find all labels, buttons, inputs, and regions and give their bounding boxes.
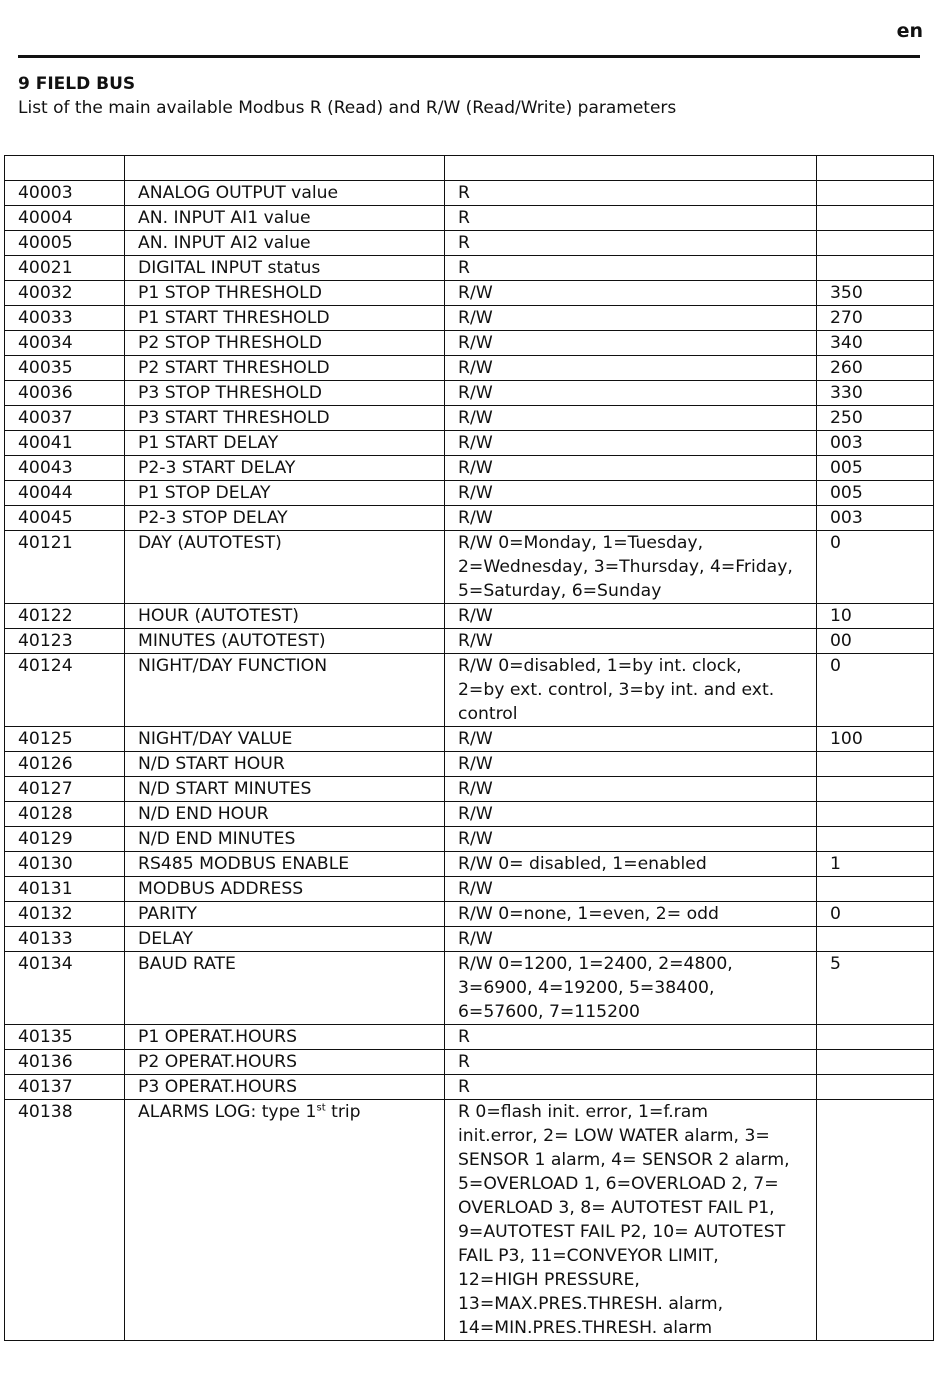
access-description: R/W: [445, 406, 817, 431]
default-value: [817, 927, 934, 952]
register-address: 40135: [5, 1025, 125, 1050]
register-address: 40128: [5, 802, 125, 827]
table-row: [5, 356, 934, 381]
default-value: 00: [817, 629, 934, 654]
register-address: 40043: [5, 456, 125, 481]
register-address: 40126: [5, 752, 125, 777]
access-description: R/W: [445, 456, 817, 481]
access-description: R/W: [445, 481, 817, 506]
table-row: [5, 1100, 934, 1341]
parameter-name-suffix: trip: [325, 1102, 361, 1122]
access-description: R/W: [445, 431, 817, 456]
default-value: 003: [817, 506, 934, 531]
register-address: 40003: [5, 181, 125, 206]
default-value: [817, 827, 934, 852]
parameter-name: BAUD RATE: [125, 952, 445, 1025]
default-value: [817, 1050, 934, 1075]
table-row: [5, 1025, 934, 1050]
register-address: 40034: [5, 331, 125, 356]
header-default: [817, 156, 934, 181]
table-row: [5, 331, 934, 356]
access-description: R: [445, 206, 817, 231]
default-value: 0: [817, 654, 934, 727]
register-address: 40131: [5, 877, 125, 902]
register-address: 40125: [5, 727, 125, 752]
register-address: 40132: [5, 902, 125, 927]
parameter-name: P1 START DELAY: [125, 431, 445, 456]
parameter-name: N/D START HOUR: [125, 752, 445, 777]
access-description: R/W 0=Monday, 1=Tuesday, 2=Wednesday, 3=Thursday, 4=Friday, 5=Saturday, 6=Sunday: [445, 531, 817, 604]
parameter-name-superscript: st: [316, 1102, 326, 1114]
table-row: [5, 952, 934, 1025]
default-value: 005: [817, 456, 934, 481]
default-value: [817, 181, 934, 206]
table-row: [5, 306, 934, 331]
table-row: [5, 481, 934, 506]
table-row: [5, 506, 934, 531]
access-description: R/W: [445, 877, 817, 902]
parameter-name: P3 STOP THRESHOLD: [125, 381, 445, 406]
access-description: R: [445, 256, 817, 281]
register-address: 40134: [5, 952, 125, 1025]
table-row: [5, 802, 934, 827]
register-address: 40044: [5, 481, 125, 506]
parameter-name: P2-3 STOP DELAY: [125, 506, 445, 531]
table-row: [5, 406, 934, 431]
access-description: R/W: [445, 927, 817, 952]
default-value: [817, 1100, 934, 1341]
default-value: [817, 752, 934, 777]
access-description: R/W 0=1200, 1=2400, 2=4800, 3=6900, 4=19200, 5=38400, 6=57600, 7=115200: [445, 952, 817, 1025]
register-address: 40124: [5, 654, 125, 727]
access-description: R/W: [445, 727, 817, 752]
parameter-name: AN. INPUT AI2 value: [125, 231, 445, 256]
access-description: R/W 0=disabled, 1=by int. clock, 2=by ext. control, 3=by int. and ext. control: [445, 654, 817, 727]
default-value: [817, 206, 934, 231]
parameter-name: DAY (AUTOTEST): [125, 531, 445, 604]
parameter-name: DIGITAL INPUT status: [125, 256, 445, 281]
parameter-name: P2 OPERAT.HOURS: [125, 1050, 445, 1075]
register-address: 40005: [5, 231, 125, 256]
register-address: 40045: [5, 506, 125, 531]
access-description: R/W: [445, 604, 817, 629]
default-value: 270: [817, 306, 934, 331]
access-description: R/W: [445, 331, 817, 356]
table-row: [5, 456, 934, 481]
parameter-name: RS485 MODBUS ENABLE: [125, 852, 445, 877]
register-address: 40037: [5, 406, 125, 431]
register-address: 40041: [5, 431, 125, 456]
table-row: [5, 654, 934, 727]
default-value: [817, 777, 934, 802]
parameter-name: [125, 1100, 445, 1341]
default-value: 350: [817, 281, 934, 306]
default-value: 5: [817, 952, 934, 1025]
register-address: 40033: [5, 306, 125, 331]
access-description: R: [445, 1025, 817, 1050]
register-address: 40035: [5, 356, 125, 381]
section-subtitle: List of the main available Modbus R (Read) and R/W (Read/Write) parameters: [18, 98, 677, 118]
table-row: [5, 231, 934, 256]
register-address: 40136: [5, 1050, 125, 1075]
default-value: 330: [817, 381, 934, 406]
default-value: 005: [817, 481, 934, 506]
default-value: [817, 877, 934, 902]
access-description: R/W: [445, 802, 817, 827]
table-row: [5, 206, 934, 231]
default-value: 10: [817, 604, 934, 629]
access-description: R/W: [445, 381, 817, 406]
table-row: [5, 431, 934, 456]
register-address: 40004: [5, 206, 125, 231]
table-row: [5, 531, 934, 604]
table-row: [5, 777, 934, 802]
register-address: 40130: [5, 852, 125, 877]
default-value: 340: [817, 331, 934, 356]
parameter-name: P3 OPERAT.HOURS: [125, 1075, 445, 1100]
table-row: [5, 827, 934, 852]
access-description: R/W: [445, 629, 817, 654]
register-address: 40137: [5, 1075, 125, 1100]
parameter-name: NIGHT/DAY VALUE: [125, 727, 445, 752]
parameter-name: MODBUS ADDRESS: [125, 877, 445, 902]
default-value: 260: [817, 356, 934, 381]
access-description: R/W: [445, 506, 817, 531]
parameter-name: DELAY: [125, 927, 445, 952]
access-description: R: [445, 181, 817, 206]
register-address: 40036: [5, 381, 125, 406]
access-description: R/W 0= disabled, 1=enabled: [445, 852, 817, 877]
table-row: [5, 281, 934, 306]
parameter-name: P2-3 START DELAY: [125, 456, 445, 481]
table-row: [5, 877, 934, 902]
access-description: R/W: [445, 281, 817, 306]
table-row: [5, 727, 934, 752]
default-value: [817, 802, 934, 827]
modbus-parameters-table: [4, 155, 934, 1341]
parameter-name: P1 START THRESHOLD: [125, 306, 445, 331]
access-description: R/W: [445, 356, 817, 381]
access-description: R/W 0=none, 1=even, 2= odd: [445, 902, 817, 927]
parameter-name: P2 STOP THRESHOLD: [125, 331, 445, 356]
register-address: 40123: [5, 629, 125, 654]
default-value: 250: [817, 406, 934, 431]
parameter-name: AN. INPUT AI1 value: [125, 206, 445, 231]
access-description: R: [445, 1075, 817, 1100]
parameter-name-text: ALARMS LOG: type 1: [138, 1102, 317, 1122]
default-value: [817, 256, 934, 281]
access-description: R: [445, 1050, 817, 1075]
access-description: R: [445, 231, 817, 256]
register-address: 40138: [5, 1100, 125, 1341]
default-value: 0: [817, 531, 934, 604]
parameter-name: ANALOG OUTPUT value: [125, 181, 445, 206]
parameter-name: P2 START THRESHOLD: [125, 356, 445, 381]
default-value: 1: [817, 852, 934, 877]
register-address: 40133: [5, 927, 125, 952]
table-row: [5, 181, 934, 206]
parameter-name: PARITY: [125, 902, 445, 927]
header-access: [445, 156, 817, 181]
header-rule: [18, 55, 920, 58]
access-description: R/W: [445, 306, 817, 331]
table-row: [5, 852, 934, 877]
table-row: [5, 256, 934, 281]
default-value: 003: [817, 431, 934, 456]
parameter-name: P1 STOP THRESHOLD: [125, 281, 445, 306]
table-row: [5, 752, 934, 777]
parameter-name: P1 OPERAT.HOURS: [125, 1025, 445, 1050]
register-address: 40127: [5, 777, 125, 802]
default-value: [817, 231, 934, 256]
access-description: R/W: [445, 777, 817, 802]
register-address: 40032: [5, 281, 125, 306]
table-header-row: [5, 156, 934, 181]
default-value: 0: [817, 902, 934, 927]
table-row: [5, 1075, 934, 1100]
section-title: 9 FIELD BUS: [18, 74, 136, 94]
register-address: 40021: [5, 256, 125, 281]
default-value: [817, 1025, 934, 1050]
header-parameter: [125, 156, 445, 181]
register-address: 40121: [5, 531, 125, 604]
header-address: [5, 156, 125, 181]
table-row: [5, 629, 934, 654]
table-body: [5, 181, 934, 1341]
parameter-name: N/D END MINUTES: [125, 827, 445, 852]
default-value: [817, 1075, 934, 1100]
parameter-name: MINUTES (AUTOTEST): [125, 629, 445, 654]
parameter-name: HOUR (AUTOTEST): [125, 604, 445, 629]
register-address: 40129: [5, 827, 125, 852]
parameter-name: P3 START THRESHOLD: [125, 406, 445, 431]
default-value: 100: [817, 727, 934, 752]
language-code: en: [896, 20, 923, 42]
access-description: R/W: [445, 827, 817, 852]
access-description: R 0=flash init. error, 1=f.ram init.error, 2= LOW WATER alarm, 3= SENSOR 1 alarm, 4= SENSOR 2 alarm, 5=OVERLOAD 1, 6=OVERLOAD 2, 7= OVERLOAD 3, 8= AUTOTEST FAIL P1, 9=AUTOTEST FAIL P2, 10= AUTOTEST FAIL P3, 11=CONVEYOR LIMIT, 12=HIGH PRESSURE, 13=MAX.PRES.THRESH. alarm, 14=MIN.PRES.THRESH. alarm: [445, 1100, 817, 1341]
access-description: R/W: [445, 752, 817, 777]
parameter-name: N/D START MINUTES: [125, 777, 445, 802]
register-address: 40122: [5, 604, 125, 629]
parameter-name: P1 STOP DELAY: [125, 481, 445, 506]
table-row: [5, 381, 934, 406]
table-row: [5, 604, 934, 629]
table-row: [5, 902, 934, 927]
parameter-name: N/D END HOUR: [125, 802, 445, 827]
parameter-name: NIGHT/DAY FUNCTION: [125, 654, 445, 727]
table-row: [5, 927, 934, 952]
table-row: [5, 1050, 934, 1075]
